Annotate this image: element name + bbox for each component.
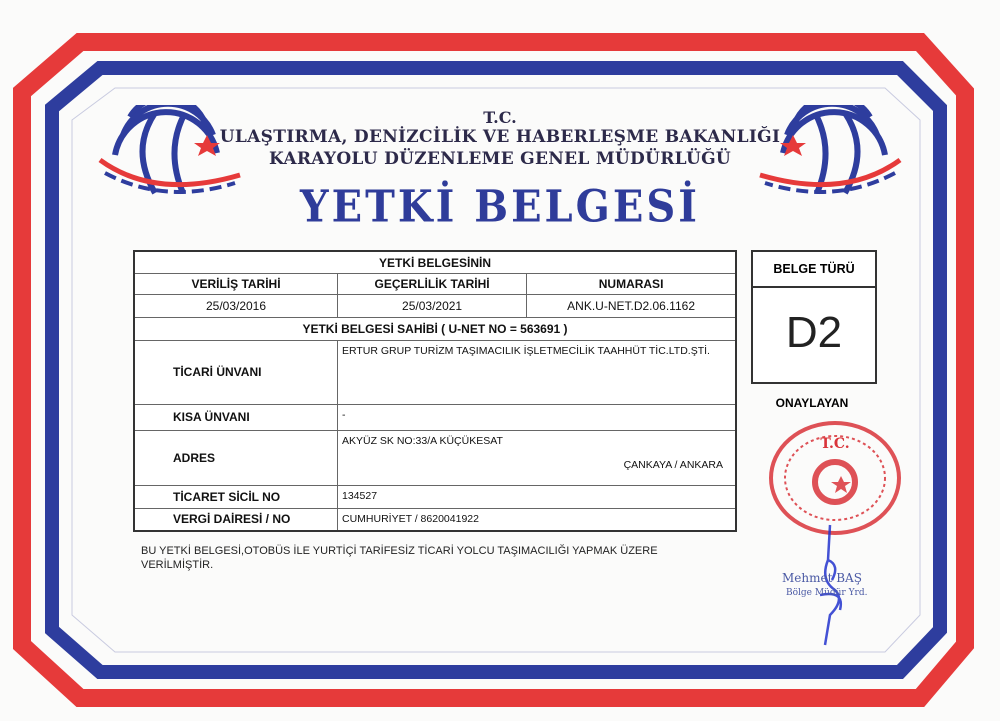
address-cell <box>338 430 737 486</box>
header-tc: T.C. <box>483 108 517 127</box>
address-line-2: ÇANKAYA / ANKARA <box>623 458 723 471</box>
valid-date-value: 25/03/2021 <box>338 295 527 318</box>
header-directorate: KARAYOLU DÜZENLEME GENEL MÜDÜRLÜĞÜ <box>268 149 732 169</box>
short-name-label: KISA ÜNVANI <box>134 404 338 430</box>
tax-office-label: VERGİ DAİRESİ / NO <box>134 508 338 531</box>
number-header: NUMARASI <box>527 274 736 295</box>
owner-title: YETKİ BELGESİ SAHİBİ ( U-NET NO = 563691 ) <box>134 317 736 340</box>
stamp-text: T.C. <box>820 436 850 452</box>
valid-date-header: GEÇERLİLİK TARİHİ <box>338 274 527 295</box>
trade-name-label: TİCARİ ÜNVANI <box>134 340 338 404</box>
approver-label: ONAYLAYAN <box>775 396 849 410</box>
certificate-footnote: BU YETKİ BELGESİ,OTOBÜS İLE YURTİÇİ TARİFESİZ TİCARİ YOLCU TAŞIMACILIĞI YAPMAK ÜZERE VERİLMİŞTİR. <box>141 545 658 571</box>
trade-registry-label: TİCARET SİCİL NO <box>134 486 338 509</box>
signer-title: Bölge Müdür Yrd. <box>786 588 868 598</box>
document-type-label: BELGE TÜRÜ <box>753 252 875 288</box>
trade-registry-value: 134527 <box>338 486 737 509</box>
signer-name: Mehmet BAŞ <box>782 571 862 585</box>
issue-date-header: VERİLİŞ TARİHİ <box>134 274 338 295</box>
address-line-1: AKYÜZ SK NO:33/A KÜÇÜKESAT <box>342 434 503 447</box>
issue-date-value: 25/03/2016 <box>134 295 338 318</box>
section-title: YETKİ BELGESİNİN <box>134 251 736 274</box>
document-title: YETKİ BELGESİ <box>300 180 700 233</box>
signature-icon <box>790 520 870 650</box>
document-type-value: D2 <box>785 308 843 357</box>
document-type-box <box>751 250 877 384</box>
number-value: ANK.U-NET.D2.06.1162 <box>527 295 736 318</box>
short-name-value: - <box>338 404 737 430</box>
tax-office-value: CUMHURİYET / 8620041922 <box>338 508 737 531</box>
header-ministry: ULAŞTIRMA, DENİZCİLİK VE HABERLEŞME BAKANLIĞI <box>219 127 781 147</box>
address-label: ADRES <box>134 430 338 486</box>
trade-name-value: ERTUR GRUP TURİZM TAŞIMACILIK İŞLETMECİLİK TAAHHÜT TİC.LTD.ŞTİ. <box>338 340 737 404</box>
certificate-table <box>133 250 737 532</box>
